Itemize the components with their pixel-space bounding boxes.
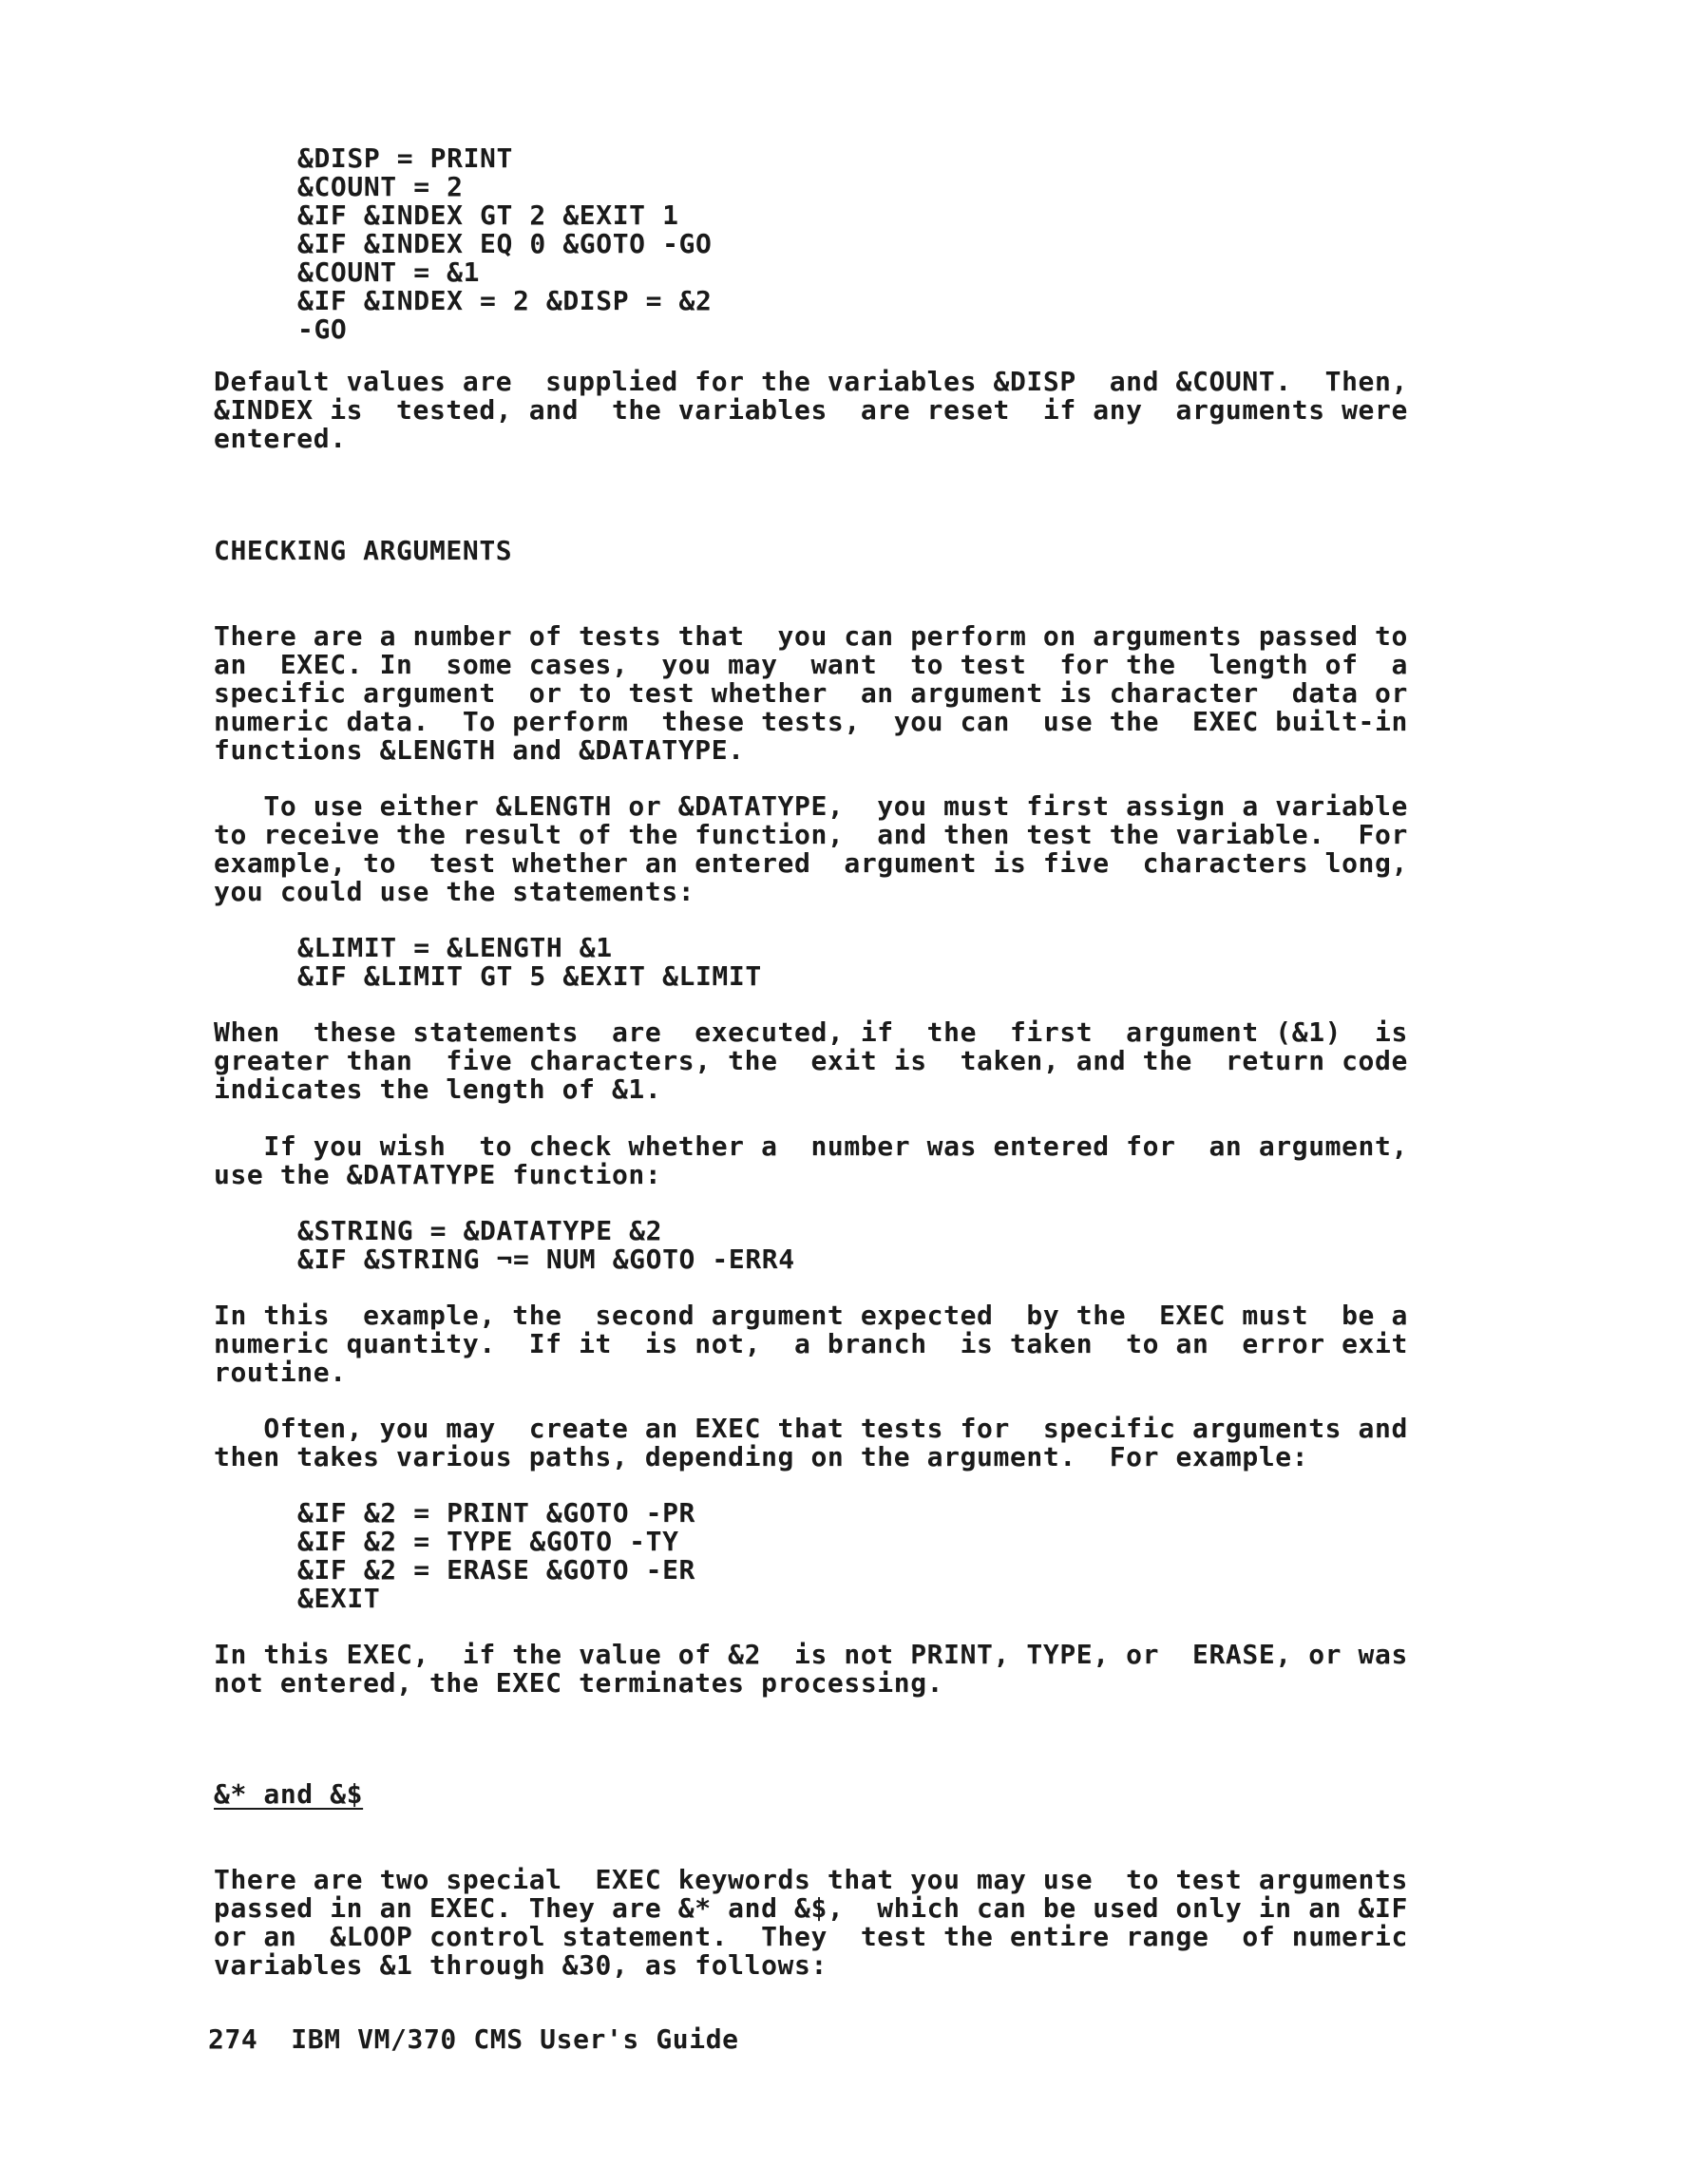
- text-line: functions &LENGTH and &DATATYPE.: [214, 734, 745, 766]
- code-line: &IF &2 = TYPE &GOTO -TY: [297, 1526, 679, 1557]
- section-subheading: &* and &$: [214, 1778, 364, 1810]
- text-line: There are a number of tests that you can perform on arguments passed to: [214, 620, 1408, 652]
- text-line: If you wish to check whether a number was entered for an argument,: [214, 1130, 1408, 1162]
- text-line: use the &DATATYPE function:: [214, 1159, 662, 1190]
- text-line: variables &1 through &30, as follows:: [214, 1949, 828, 1981]
- code-line: &IF &2 = PRINT &GOTO -PR: [297, 1497, 695, 1529]
- code-line: &IF &STRING ¬= NUM &GOTO -ERR4: [297, 1244, 795, 1275]
- text-line: or an &LOOP control statement. They test the entire range of numeric: [214, 1921, 1408, 1952]
- text-line: numeric data. To perform these tests, you can use the EXEC built-in: [214, 706, 1408, 737]
- code-line: &IF &LIMIT GT 5 &EXIT &LIMIT: [297, 960, 762, 992]
- code-line: &DISP = PRINT: [297, 142, 513, 174]
- code-line: &STRING = &DATATYPE &2: [297, 1215, 663, 1246]
- text-line: To use either &LENGTH or &DATATYPE, you must first assign a variable: [214, 790, 1408, 822]
- text-line: When these statements are executed, if the first argument (&1) is: [214, 1016, 1408, 1048]
- code-line: &COUNT = &1: [297, 256, 481, 288]
- code-line: &EXIT: [297, 1583, 381, 1614]
- text-line: In this example, the second argument expected by the EXEC must be a: [214, 1300, 1408, 1331]
- text-line: example, to test whether an entered argument is five characters long,: [214, 847, 1408, 879]
- text-line: an EXEC. In some cases, you may want to test for the length of a: [214, 649, 1408, 680]
- code-line: &IF &INDEX = 2 &DISP = &2: [297, 285, 713, 316]
- page-footer: 274 IBM VM/370 CMS User's Guide: [208, 2023, 739, 2055]
- text-line: indicates the length of &1.: [214, 1073, 662, 1105]
- text-line: greater than five characters, the exit is taken, and the return code: [214, 1045, 1408, 1076]
- text-line: not entered, the EXEC terminates processing.: [214, 1667, 944, 1699]
- text-line: passed in an EXEC. They are &* and &$, which can be used only in an &IF: [214, 1892, 1408, 1924]
- text-line: numeric quantity. If it is not, a branch is taken to an error exit: [214, 1328, 1408, 1359]
- text-line: entered.: [214, 423, 347, 454]
- text-line: specific argument or to test whether an argument is character data or: [214, 677, 1408, 709]
- code-line: &IF &2 = ERASE &GOTO -ER: [297, 1554, 695, 1586]
- text-line: routine.: [214, 1357, 347, 1388]
- text-line: to receive the result of the function, and then test the variable. For: [214, 819, 1408, 850]
- code-line: -GO: [297, 313, 348, 345]
- text-line: There are two special EXEC keywords that you may use to test arguments: [214, 1864, 1408, 1895]
- text-line: In this EXEC, if the value of &2 is not PRINT, TYPE, or ERASE, or was: [214, 1639, 1408, 1670]
- code-line: &IF &INDEX EQ 0 &GOTO -GO: [297, 228, 713, 259]
- text-line: Default values are supplied for the variables &DISP and &COUNT. Then,: [214, 366, 1408, 397]
- section-heading: CHECKING ARGUMENTS: [214, 535, 513, 566]
- text-line: &INDEX is tested, and the variables are reset if any arguments were: [214, 394, 1408, 426]
- text-line: then takes various paths, depending on the argument. For example:: [214, 1441, 1309, 1472]
- text-line: Often, you may create an EXEC that tests for specific arguments and: [214, 1413, 1408, 1444]
- code-line: &IF &INDEX GT 2 &EXIT 1: [297, 199, 679, 231]
- text-line: you could use the statements:: [214, 876, 695, 907]
- code-line: &COUNT = 2: [297, 171, 464, 202]
- code-line: &LIMIT = &LENGTH &1: [297, 932, 613, 963]
